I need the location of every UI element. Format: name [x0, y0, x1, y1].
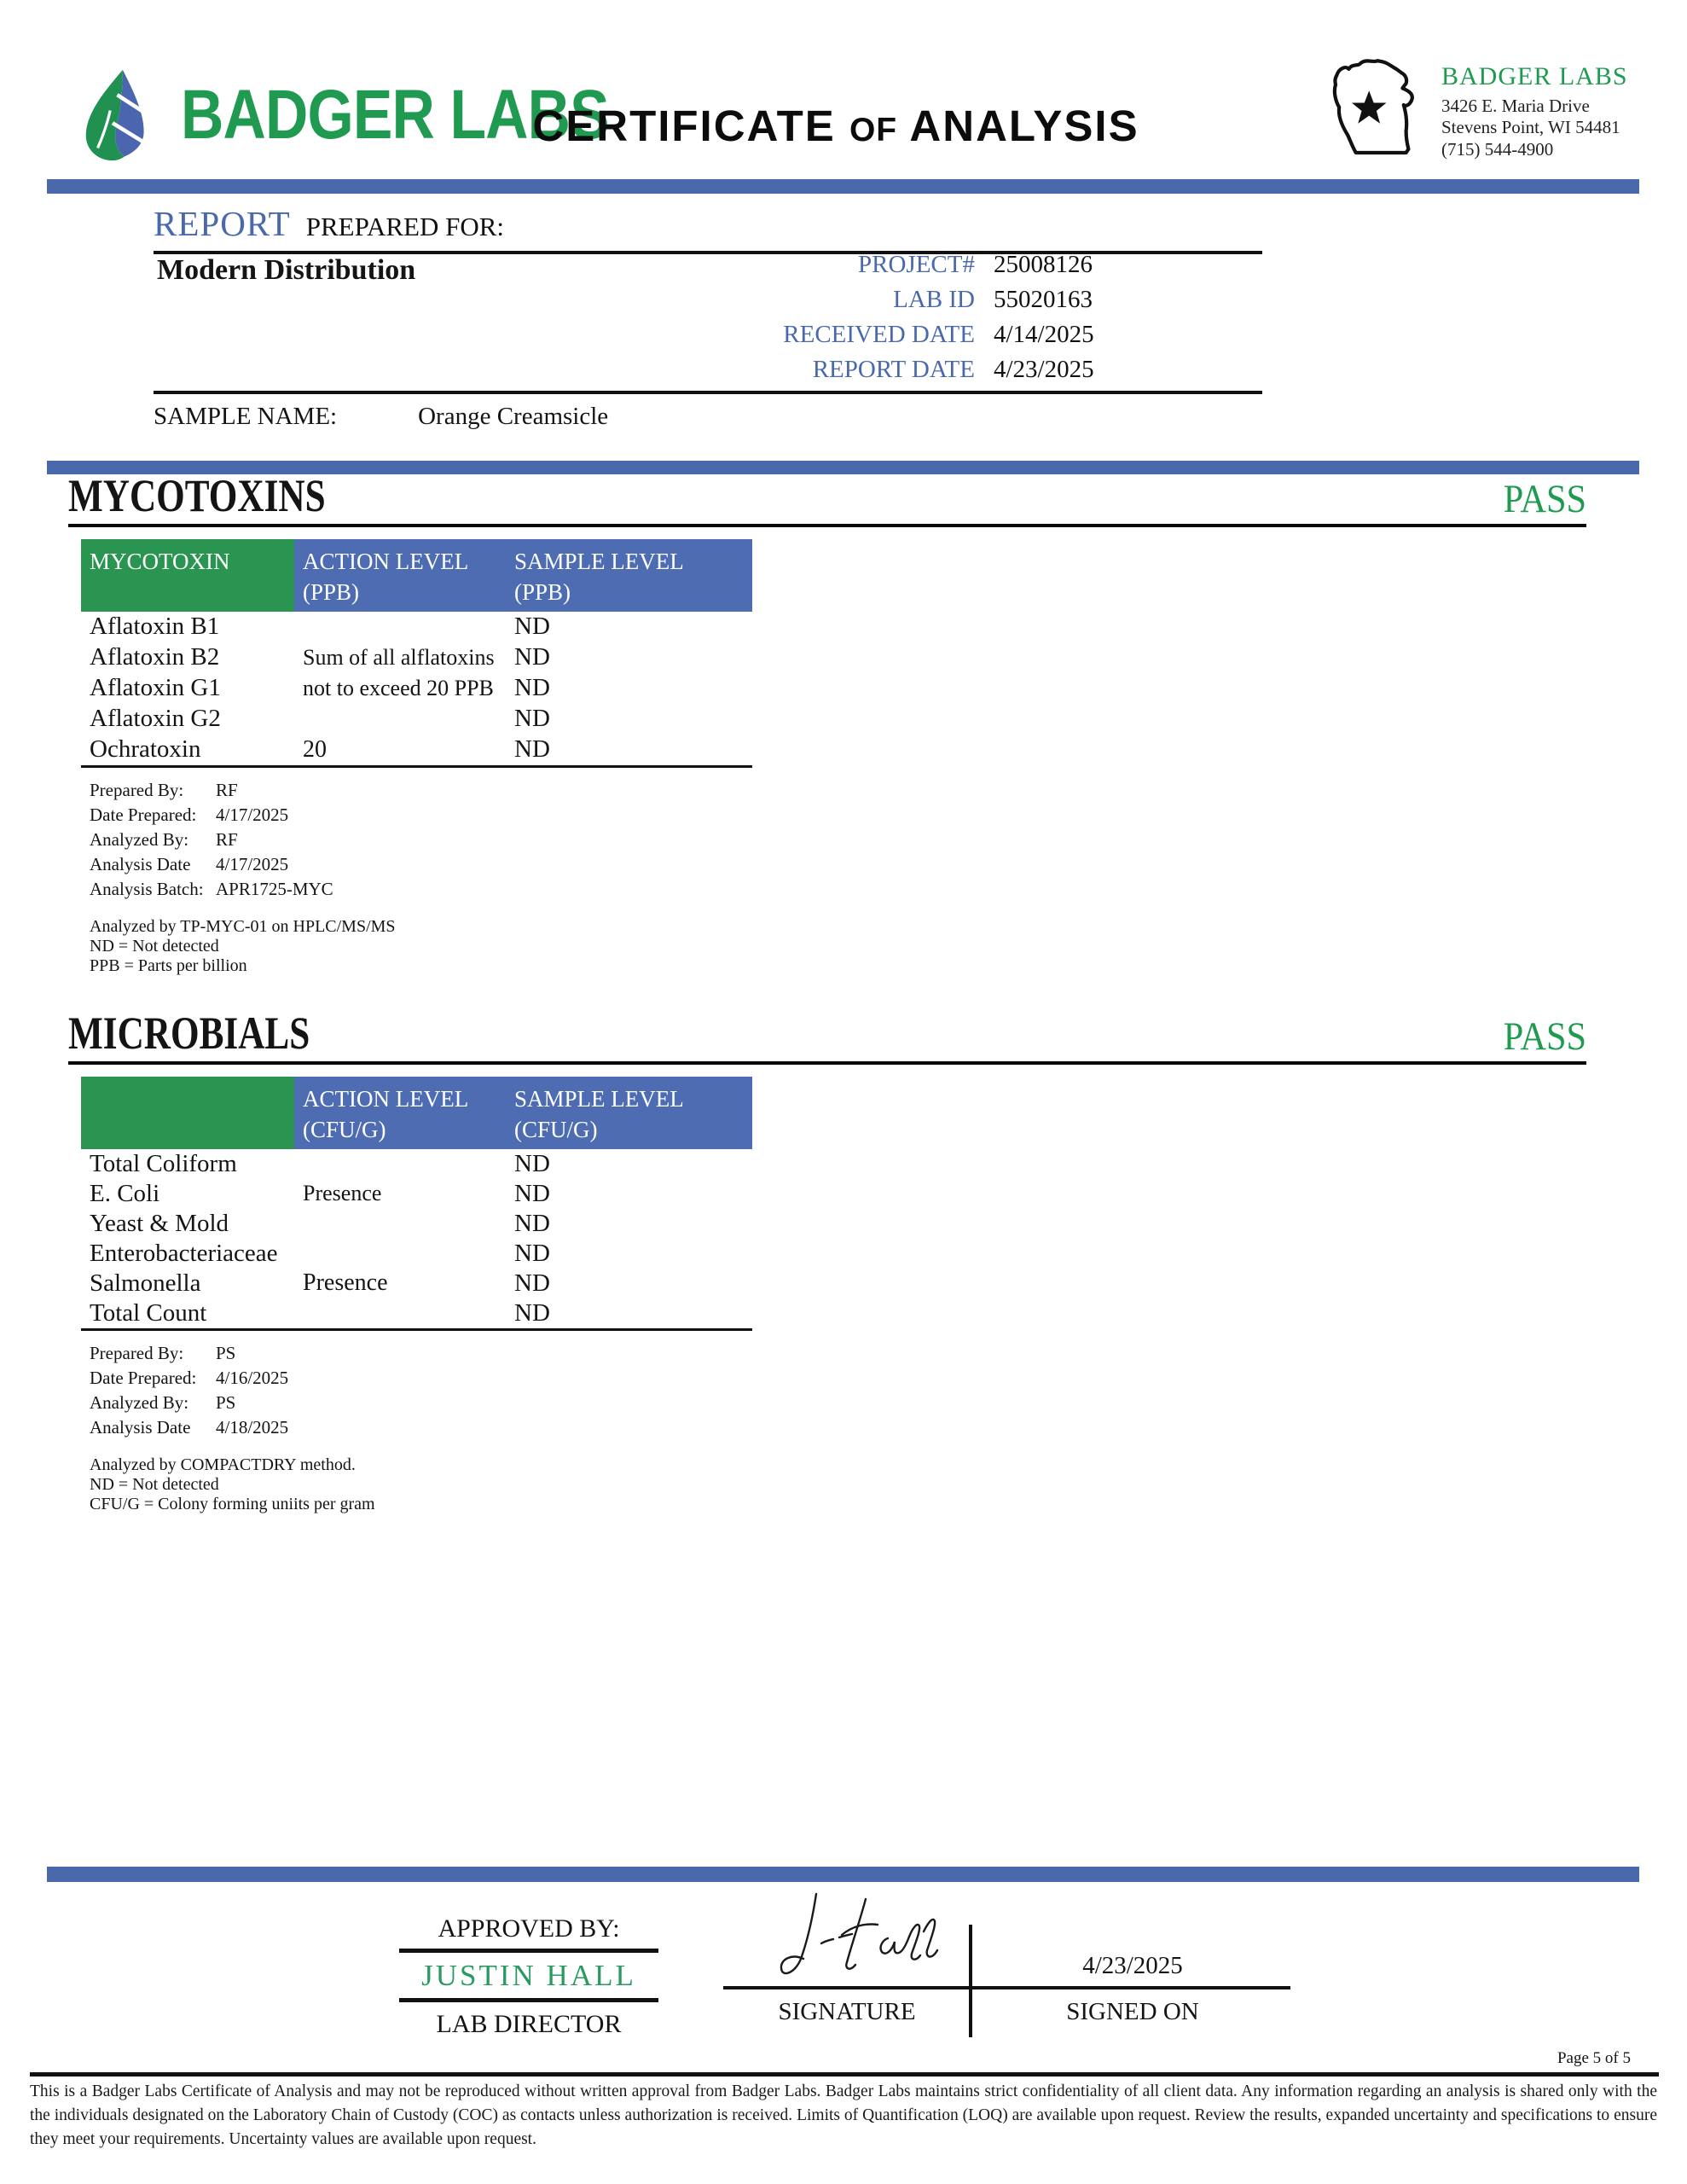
page-number: Page 5 of 5 [1557, 2049, 1631, 2067]
sample-level-cell: ND [514, 1149, 550, 1177]
meta-row [90, 879, 1586, 903]
meta-row [90, 1392, 1586, 1417]
sample-level-cell: ND [514, 674, 550, 702]
table-row [81, 704, 752, 735]
leaf-drop-logo-icon [53, 68, 181, 162]
sample-level-cell: ND [514, 1269, 550, 1297]
action-level-cell: 20 [303, 735, 327, 763]
sample-level-cell: ND [514, 1179, 550, 1207]
meta-row [90, 1368, 1586, 1392]
meta-row [90, 1343, 1586, 1368]
field-label: RECEIVED DATE [783, 321, 975, 348]
mycotoxins-table-header [81, 539, 752, 612]
meta-value: RF [216, 779, 238, 800]
mycotoxins-status-pass: PASS [1503, 477, 1586, 521]
mycotoxins-title: MYCOTOXINS [68, 470, 326, 521]
col-analyte-header [81, 1077, 294, 1149]
microbials-status-pass: PASS [1503, 1014, 1586, 1059]
report-field-row [154, 286, 1262, 321]
field-value: 4/14/2025 [994, 321, 1094, 348]
col-sample-unit: (CFU/G) [514, 1117, 598, 1143]
report-fields [154, 251, 1262, 391]
title-post: ANALYSIS [909, 102, 1139, 150]
meta-row [90, 1417, 1586, 1442]
meta-value: 4/17/2025 [216, 853, 289, 874]
meta-label: Analysis Batch: [90, 878, 204, 899]
client-name: Modern Distribution [157, 254, 416, 286]
document-title [473, 101, 1198, 151]
col-action-title: ACTION LEVEL [303, 549, 469, 574]
microbials-heading-row [68, 1008, 1586, 1065]
mycotoxins-heading-row [68, 470, 1586, 527]
mycotoxins-meta [90, 780, 1586, 903]
disclaimer-text: This is a Badger Labs Certificate of Analysis and may not be reproduced without written approval from Badger Labs. Badger Labs maintains strict confidentiality of all client data. Any information regarding an analysis is shared only with the the individuals designated on the Laboratory Chain of Custody (COC) as contacts unless authorization is received. Limits of Quantification (LOQ) are available upon request. Review the results, expanded uncertainty and specifications to ensure they meet your requirements. Uncertainty values are available upon request. [30, 2082, 1657, 2148]
report-field-row [154, 321, 1262, 356]
note-line: ND = Not detected [90, 936, 219, 956]
note-line: ND = Not detected [90, 1474, 219, 1494]
mycotoxins-notes [90, 917, 1586, 976]
note-line: PPB = Parts per billion [90, 956, 247, 975]
meta-label: Date Prepared: [90, 804, 197, 825]
analyte-cell: E. Coli [90, 1179, 160, 1207]
table-row [81, 1269, 752, 1298]
sample-name-value: Orange Creamsicle [418, 403, 609, 430]
meta-value: 4/17/2025 [216, 804, 289, 825]
analyte-cell: Aflatoxin B1 [90, 613, 220, 641]
analyte-cell: Aflatoxin B2 [90, 643, 220, 671]
lab-name: BADGER LABS [1441, 62, 1628, 90]
microbials-table-header [81, 1077, 752, 1149]
sample-level-cell: ND [514, 643, 550, 671]
col-sample-header [506, 539, 752, 612]
analyte-cell: Aflatoxin G2 [90, 705, 221, 733]
note-line: Analyzed by TP-MYC-01 on HPLC/MS/MS [90, 916, 396, 936]
lab-address-line2: Stevens Point, WI 54481 [1441, 117, 1620, 138]
approver-name: JUSTIN HALL [399, 1953, 658, 2002]
table-row [81, 1298, 752, 1328]
sample-level-cell: ND [514, 1209, 550, 1237]
microbials-table-body [81, 1149, 752, 1328]
report-heading [154, 203, 1262, 254]
col-sample-title: SAMPLE LEVEL [514, 1086, 684, 1112]
lab-address-line1: 3426 E. Maria Drive [1441, 95, 1590, 116]
col-sample-header [506, 1077, 752, 1149]
lab-phone: (715) 544-4900 [1441, 138, 1554, 160]
meta-label: Analysis Date [90, 853, 191, 874]
col-sample-title: SAMPLE LEVEL [514, 549, 684, 574]
microbials-section [68, 1008, 1586, 1514]
sample-level-cell: ND [514, 735, 550, 764]
analyte-cell: Enterobacteriaceae [90, 1239, 278, 1267]
meta-row [90, 829, 1586, 854]
table-row [81, 612, 752, 642]
note-line: Analyzed by COMPACTDRY method. [90, 1455, 356, 1474]
analyte-cell: Ochratoxin [90, 735, 201, 764]
meta-value: APR1725-MYC [216, 878, 333, 899]
report-rule [154, 391, 1262, 394]
analyte-cell: Salmonella [90, 1269, 201, 1297]
meta-row [90, 780, 1586, 804]
action-level-cell: Presence [303, 1269, 388, 1297]
signed-on-label: SIGNED ON [1066, 1998, 1199, 2025]
lab-contact-block [1441, 61, 1628, 160]
field-value: 55020163 [994, 286, 1093, 313]
table-row [81, 1149, 752, 1179]
meta-value: RF [216, 828, 238, 850]
col-sample-unit: (PPB) [514, 579, 571, 606]
col-analyte-header: MYCOTOXIN [81, 539, 294, 612]
col-action-header [294, 1077, 506, 1149]
microbials-meta [90, 1343, 1586, 1442]
microbials-notes [90, 1455, 1586, 1514]
mycotoxins-table [81, 539, 752, 768]
field-label: LAB ID [893, 286, 975, 313]
signature-rule [723, 1986, 1290, 1989]
sample-level-cell: ND [514, 1298, 550, 1327]
logo-wordmark: BADGER LABS [181, 76, 609, 154]
meta-label: Prepared By: [90, 779, 184, 800]
meta-label: Analyzed By: [90, 828, 189, 850]
col-action-unit: (PPB) [303, 579, 360, 606]
signed-date: 4/23/2025 [1082, 1952, 1183, 1979]
mycotoxins-table-body [81, 612, 752, 765]
col-action-header [294, 539, 506, 612]
sample-level-cell: ND [514, 705, 550, 733]
sample-level-cell: ND [514, 613, 550, 641]
table-row [81, 1209, 752, 1239]
microbials-title: MICROBIALS [68, 1008, 310, 1059]
action-level-cell: not to exceed 20 PPB [303, 675, 494, 700]
analyte-cell: Total Count [90, 1298, 207, 1327]
report-field-row [154, 251, 1262, 286]
meta-label: Prepared By: [90, 1342, 184, 1363]
field-label: REPORT DATE [812, 356, 975, 383]
handwritten-signature [763, 1887, 959, 1989]
meta-label: Date Prepared: [90, 1367, 197, 1388]
title-of: OF [849, 112, 898, 148]
report-heading-main: REPORT [154, 204, 291, 243]
table-row [81, 1239, 752, 1269]
approver-title: LAB DIRECTOR [436, 2010, 622, 2038]
microbials-table [81, 1077, 752, 1331]
analyte-cell: Total Coliform [90, 1149, 237, 1177]
action-level-cell: Sum of all alflatoxins [303, 644, 495, 670]
table-row [81, 1179, 752, 1209]
col-action-title: ACTION LEVEL [303, 1086, 469, 1112]
signature-label: SIGNATURE [778, 1998, 916, 2025]
meta-row [90, 854, 1586, 879]
report-heading-sub: PREPARED FOR: [305, 212, 505, 241]
meta-label: Analyzed By: [90, 1391, 189, 1413]
field-value: 4/23/2025 [994, 356, 1094, 383]
sample-name-row [154, 403, 608, 431]
field-label: PROJECT# [858, 251, 975, 278]
note-line: CFU/G = Colony forming uniits per gram [90, 1494, 375, 1513]
table-row [81, 642, 752, 673]
action-level-cell: Presence [303, 1181, 382, 1206]
title-pre: CERTIFICATE [532, 102, 836, 150]
table-row [81, 673, 752, 704]
meta-row [90, 804, 1586, 829]
analyte-cell: Yeast & Mold [90, 1209, 229, 1237]
report-field-row [154, 356, 1262, 391]
field-value: 25008126 [994, 251, 1093, 278]
meta-label: Analysis Date [90, 1416, 191, 1438]
meta-value: 4/16/2025 [216, 1367, 289, 1388]
meta-value: 4/18/2025 [216, 1416, 289, 1438]
approved-by-label: APPROVED BY: [399, 1914, 658, 1953]
meta-value: PS [216, 1342, 236, 1363]
sample-name-label: SAMPLE NAME: [154, 403, 338, 430]
analyte-cell: Aflatoxin G1 [90, 674, 221, 702]
wisconsin-state-icon [1318, 51, 1437, 171]
col-action-unit: (CFU/G) [303, 1117, 386, 1143]
sample-level-cell: ND [514, 1239, 550, 1267]
table-row [81, 735, 752, 765]
footer-rule [30, 2072, 1659, 2077]
footer-divider-bar [47, 1867, 1639, 1882]
header-divider-bar [47, 179, 1639, 194]
mycotoxins-section [68, 470, 1586, 976]
meta-value: PS [216, 1391, 236, 1413]
approved-by-block [399, 1914, 658, 2039]
